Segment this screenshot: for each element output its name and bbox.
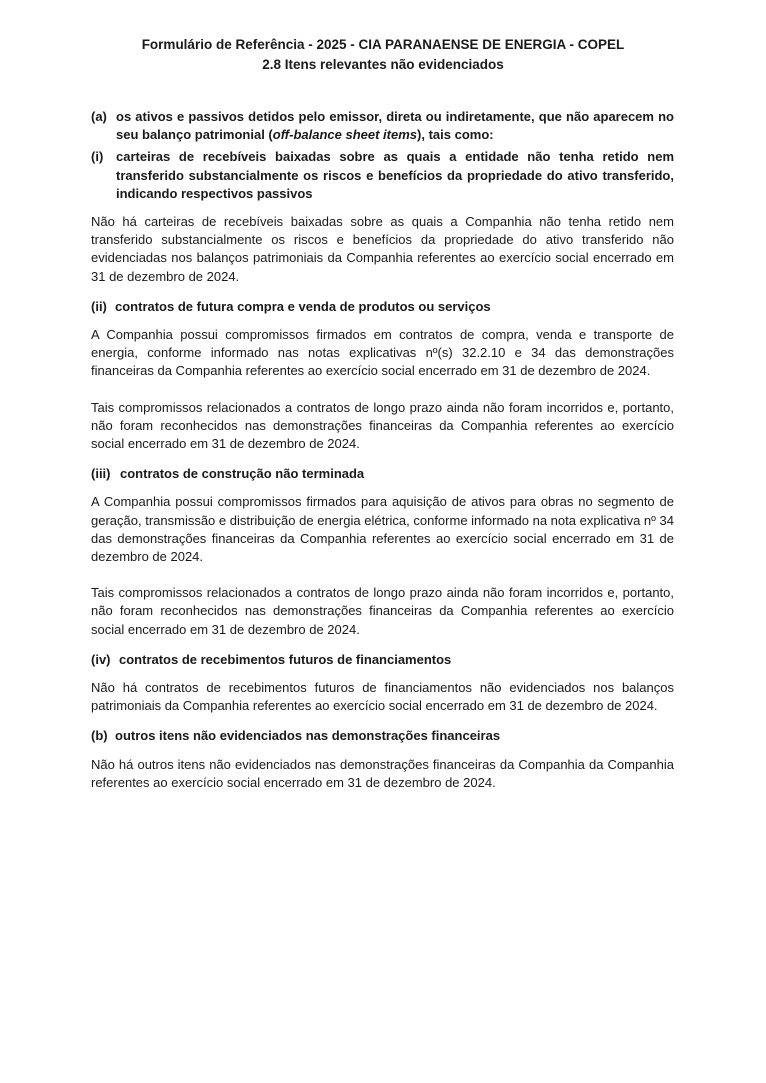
section-heading: 2.8 Itens relevantes não evidenciados xyxy=(262,57,504,72)
item-iii-title: contratos de construção não terminada xyxy=(120,466,365,482)
item-iv-title: contratos de recebimentos futuros de financiamentos xyxy=(119,651,452,667)
section-a-title xyxy=(116,108,674,144)
item-ii-heading xyxy=(91,298,674,316)
item-iii-heading xyxy=(91,465,674,483)
item-ii-title: contratos de futura compra e venda de produtos ou serviços xyxy=(115,298,491,314)
section-b-body: Não há outros itens não evidenciados nas demonstrações financeiras da Companhia da Companhia referentes ao exercício social encerrado em 31 de dezembro de 2024. xyxy=(91,756,674,790)
item-iv-marker: (iv) xyxy=(91,651,111,667)
item-iv-heading xyxy=(91,651,674,669)
item-iii-body-1: A Companhia possui compromissos firmados para aquisição de ativos para obras no segmento de geração, transmissão e distribuição de energia elétrica, conforme informado na nota explicativa nº 34 das demonstrações financeiras da Companhia referentes ao exercício social encerrado em 31 de dezembro de 2024. xyxy=(91,494,674,565)
item-ii-body-2: Tais compromissos relacionados a contratos de longo prazo ainda não foram incorridos e, portanto, não foram reconhecidos nas demonstrações financeiras da Companhia referentes ao exercício social encerrado em 31 de dezembro de 2024. xyxy=(91,399,674,452)
item-iii-marker: (iii) xyxy=(91,466,111,482)
section-a-text-before: os ativos e passivos detidos pelo emissor, direta ou indiretamente, que não aparecem no seu balanço patrimonial ( xyxy=(116,109,674,143)
item-i-title: carteiras de recebíveis baixadas sobre as quais a entidade não tenha retido nem transferido substancialmente os riscos e benefícios da propriedade do ativo transferido, indicando respectivos passivos xyxy=(116,149,674,201)
item-ii-marker: (ii) xyxy=(91,298,107,314)
item-i-heading xyxy=(91,148,674,203)
section-a-heading xyxy=(91,108,674,144)
section-b-heading xyxy=(91,727,674,745)
item-iv-body: Não há contratos de recebimentos futuros de financiamentos não evidenciados nos balanços patrimoniais da Companhia referentes ao exercício social encerrado em 31 de dezembro de 2024. xyxy=(91,680,674,714)
section-b-title: outros itens não evidenciados nas demonstrações financeiras xyxy=(115,728,501,744)
item-ii-body-1: A Companhia possui compromissos firmados em contratos de compra, venda e transporte de energia, conforme informado nas notas explicativas nº(s) 32.2.10 e 34 das demonstrações financeiras da Companhia referentes ao exercício social encerrado em 31 de dezembro de 2024. xyxy=(91,327,674,379)
document-body xyxy=(91,108,674,792)
item-i-marker: (i) xyxy=(91,149,104,165)
header-title: Formulário de Referência - 2025 - CIA PARANAENSE DE ENERGIA - COPEL xyxy=(141,37,625,52)
item-i-body: Não há carteiras de recebíveis baixadas sobre as quais a Companhia não tenha retido nem transferido substancialmente os riscos e benefícios da propriedade do ativo transferido não evidenciadas nos balanços patrimoniais da Companhia referentes ao exercício social encerrado em 31 de dezembro de 2024. xyxy=(91,214,674,284)
section-a-text-italic: off-balance sheet items xyxy=(272,127,418,143)
item-iii-body-2: Tais compromissos relacionados a contratos de longo prazo ainda não foram incorridos e, portanto, não foram reconhecidos nas demonstrações financeiras da Companhia referentes ao exercício social encerrado em 31 de dezembro de 2024. xyxy=(91,585,674,637)
section-b-marker: (b) xyxy=(91,728,108,744)
section-a-marker: (a) xyxy=(91,109,107,124)
section-a-text-after: ), tais como: xyxy=(417,127,494,143)
document-header xyxy=(0,35,766,75)
